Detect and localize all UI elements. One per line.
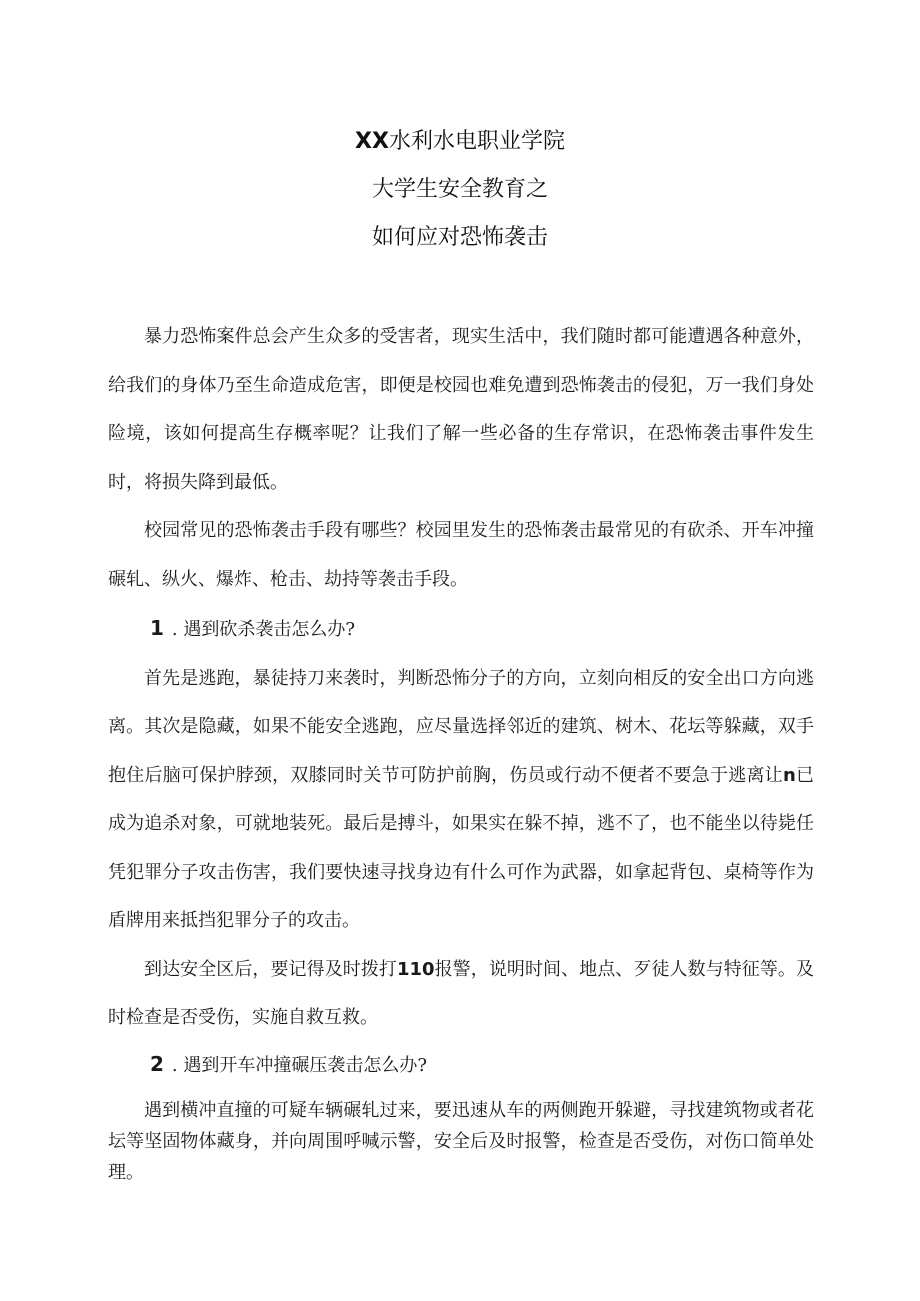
title-line-school bbox=[0, 122, 920, 170]
section-1-heading bbox=[108, 604, 814, 655]
document-body bbox=[108, 313, 814, 1043]
section-1-p1-text-b: 已成为追杀对象，可就地装死。最后是搏斗，如果实在躲不掉，逃不了，也不能坐以待毙任凭犯罪分子攻击伤害，我们要快速寻找身边有什么可作为武器，如拿起背包、桌椅等作为盾牌用来抵挡犯罪分子的攻击。 bbox=[108, 764, 815, 931]
section-1-title: . 遇到砍杀袭击怎么办? bbox=[171, 619, 356, 640]
section-1-paragraph-2 bbox=[108, 946, 814, 1043]
title-line-topic: 如何应对恐怖袭击 bbox=[371, 225, 548, 250]
section-1-number: 1 bbox=[150, 616, 164, 640]
section-2 bbox=[108, 1040, 814, 1091]
section-2-heading bbox=[108, 1040, 814, 1091]
section-2-number: 2 bbox=[150, 1052, 164, 1076]
section-2-title: . 遇到开车冲撞碾压袭击怎么办? bbox=[171, 1055, 428, 1076]
section-1-p2-text-b: 报警，说明时间、地点、歹徒人数与特征等。及时检查是否受伤，实施自救互救。 bbox=[108, 958, 814, 1028]
section-2-body bbox=[108, 1095, 814, 1188]
section-1-p2-text-a: 到达安全区后，要记得及时拨打 bbox=[144, 958, 397, 980]
section-1-paragraph-1 bbox=[108, 655, 814, 946]
title-school-name: 水利水电职业学院 bbox=[388, 129, 565, 154]
title-block bbox=[0, 122, 920, 266]
section-2-paragraph-1: 遇到横冲直撞的可疑车辆碾轧过来，要迅速从车的两侧跑开躲避，寻找建筑物或者花坛等坚固物体藏身，并向周围呼喊示警，安全后及时报警，检查是否受伤，对伤口简单处理。 bbox=[108, 1100, 814, 1183]
section-1-p1-bold: n bbox=[782, 764, 796, 786]
intro-paragraph-1: 暴力恐怖案件总会产生众多的受害者，现实生活中，我们随时都可能遭遇各种意外，给我们的身体乃至生命造成危害，即便是校园也难免遭到恐怖袭击的侵犯，万一我们身处险境，该如何提高生存概率呢？让我们了解一些必备的生存常识，在恐怖袭击事件发生时，将损失降到最低。 bbox=[108, 326, 814, 493]
title-school-prefix: XX bbox=[355, 129, 389, 154]
intro-paragraph-2: 校园常见的恐怖袭击手段有哪些？校园里发生的恐怖袭击最常见的有砍杀、开车冲撞碾轧、纵火、爆炸、枪击、劫持等袭击手段。 bbox=[108, 520, 814, 590]
title-line-series: 大学生安全教育之 bbox=[371, 177, 548, 202]
emergency-number: 110 bbox=[396, 958, 435, 980]
section-1-p1-text-a: 首先是逃跑，暴徒持刀来袭时，判断恐怖分子的方向，立刻向相反的安全出口方向逃离。其次是隐藏，如果不能安全逃跑，应尽量选择邻近的建筑、树木、花坛等躲藏，双手抱住后脑可保护脖颈，双膝同时关节可防护前胸，伤员或行动不便者不要急于逃离让 bbox=[108, 667, 814, 786]
